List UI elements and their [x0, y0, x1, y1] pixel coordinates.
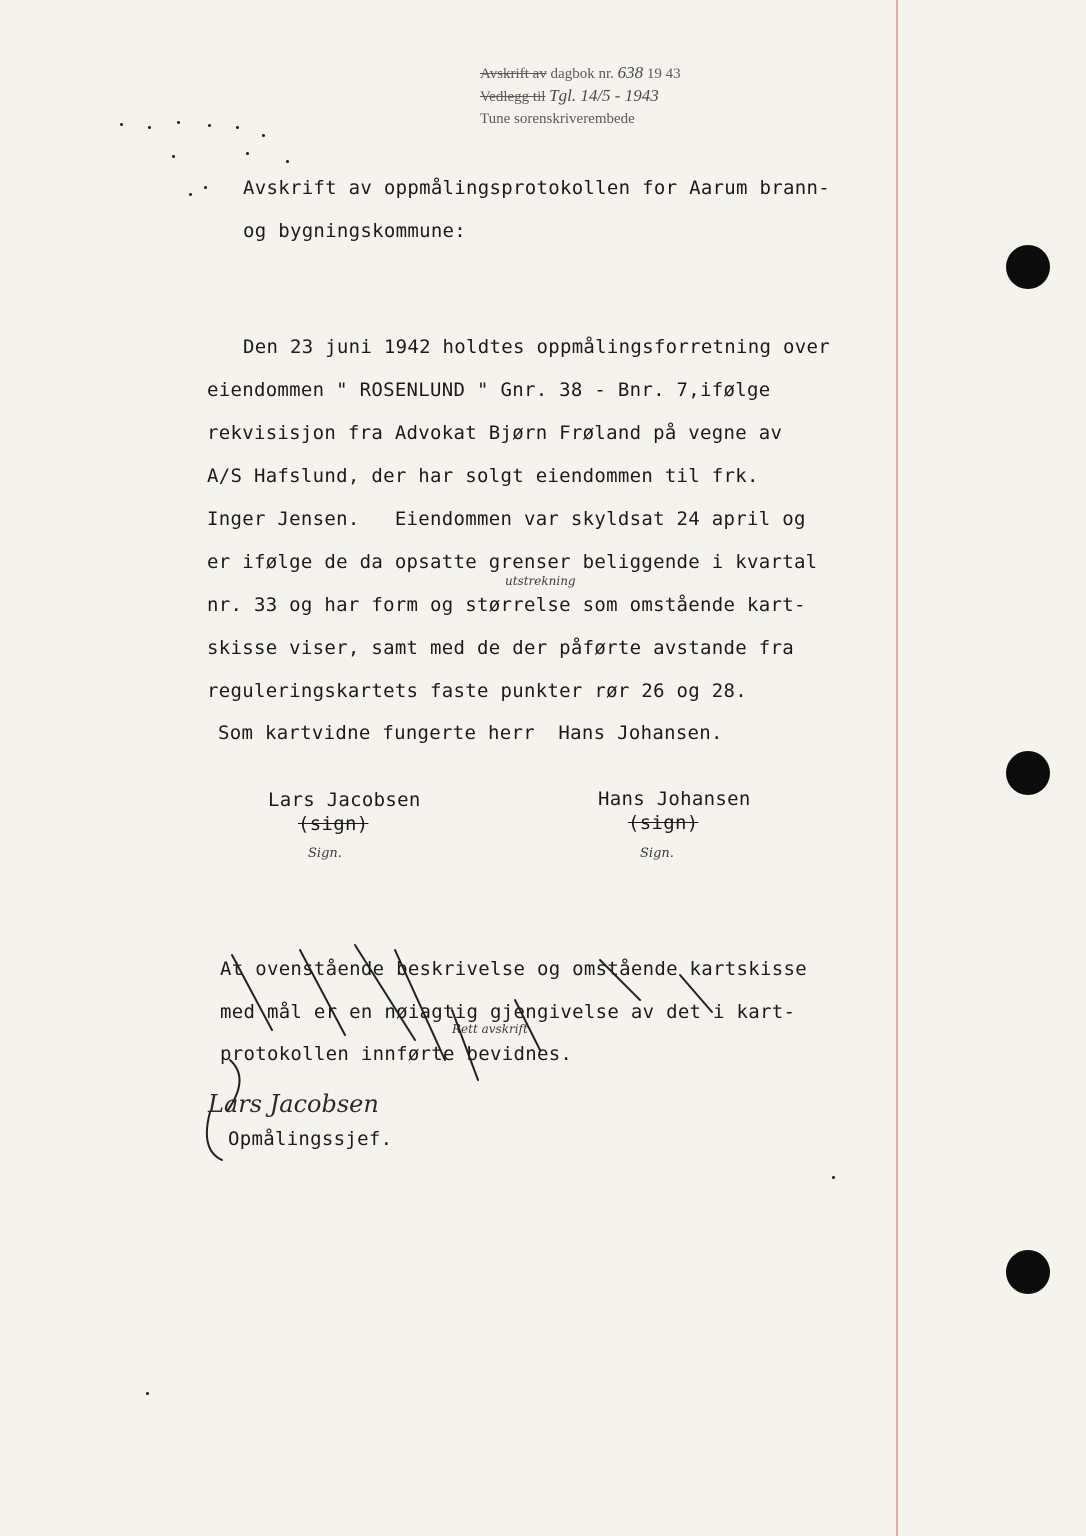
ink-speck — [262, 134, 265, 137]
heading-line-2: og bygningskommune: — [243, 220, 467, 242]
stamp-office: Tune sorenskriverembede — [480, 111, 635, 127]
certification-line: protokollen innførte bevidnes. — [220, 1043, 573, 1065]
stamp-prefix: Avskrift av — [480, 66, 547, 82]
certification-handwritten-note: Rett avskrift — [452, 1022, 528, 1036]
interlinear-correction: utstrekning — [505, 574, 576, 588]
ink-speck — [177, 121, 180, 124]
ink-speck — [204, 186, 207, 189]
heading-line-1: Avskrift av oppmålingsprotokollen for Aarum brann- — [243, 177, 830, 199]
signature-name-left: Lars Jacobsen — [268, 789, 421, 811]
signature-struck-right: (sign) — [628, 812, 699, 834]
ink-speck — [832, 1176, 835, 1179]
stamp-dagbok-number: 638 — [617, 63, 644, 82]
ink-speck — [148, 126, 151, 129]
body-line: Inger Jensen. Eiendommen var skyldsat 24 april og — [207, 508, 806, 530]
signature-name-right: Hans Johansen — [598, 788, 751, 810]
ink-speck — [208, 124, 211, 127]
ink-speck — [120, 123, 123, 126]
body-line: Som kartvidne fungerte herr Hans Johansen. — [218, 722, 723, 744]
certification-line: med mål er en nøiagtig gjengivelse av det i kart- — [220, 1001, 796, 1023]
body-line: nr. 33 og har form og størrelse som omstående kart- — [207, 594, 806, 616]
stamp-dagbok-label: dagbok nr. — [550, 66, 614, 82]
stamp-handwritten-date: Tgl. 14/5 - 1943 — [549, 86, 659, 105]
ink-speck — [189, 193, 192, 196]
ink-speck — [246, 152, 249, 155]
body-line: reguleringskartets faste punkter rør 26 og 28. — [207, 680, 747, 702]
body-line: skisse viser, samt med de der påførte avstande fra — [207, 637, 794, 659]
body-line: er ifølge de da opsatte grenser beliggende i kvartal — [207, 551, 818, 573]
signature-struck-left: (sign) — [298, 813, 369, 835]
signature-hand-right: Sign. — [640, 846, 674, 861]
signer-title: Opmålingssjef. — [228, 1128, 393, 1150]
stamp-year: 19 43 — [646, 66, 681, 82]
ink-speck — [286, 160, 289, 163]
signature-hand-left: Sign. — [308, 846, 342, 861]
body-line: eiendommen " ROSENLUND " Gnr. 38 - Bnr. 7,ifølge — [207, 379, 771, 401]
body-line: A/S Hafslund, der har solgt eiendommen til frk. — [207, 465, 759, 487]
body-line: Den 23 juni 1942 holdtes oppmålingsforretning over — [243, 336, 830, 358]
ink-speck — [146, 1392, 149, 1395]
ink-speck — [236, 126, 239, 129]
certification-line: At ovenstående beskrivelse og omstående kartskisse — [220, 958, 807, 980]
stamp-vedlegg: Vedlegg til — [480, 89, 546, 105]
handwritten-signature: Lars Jacobsen — [208, 1090, 379, 1118]
ink-speck — [172, 155, 175, 158]
body-line: rekvisisjon fra Advokat Bjørn Frøland på vegne av — [207, 422, 783, 444]
